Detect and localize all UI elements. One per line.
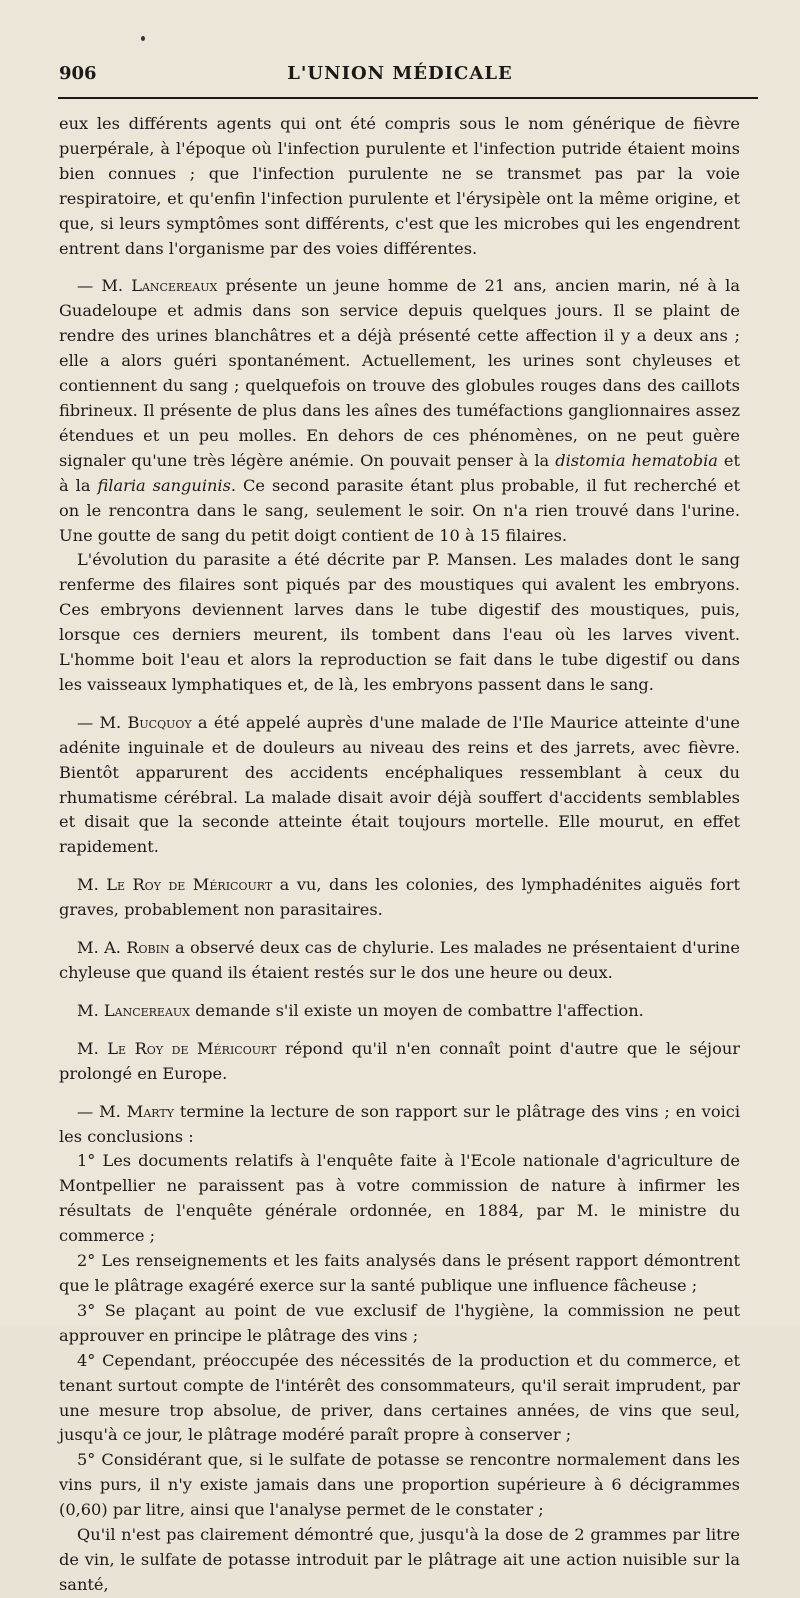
speaker-name: — M. Lancereaux — [77, 276, 218, 296]
speaker-name: Lancereaux — [103, 1000, 190, 1020]
speaker-name: — M. Bucquoy — [77, 712, 192, 732]
paragraph: M. Lancereaux demande s'il existe un moyen de combattre l'affection. — [77, 1000, 644, 1020]
running-header: L'UNION MÉDICALE — [287, 63, 513, 84]
paragraph: L'évolution du parasite a été décrite par P. Mansen. Les malades dont le sang renferme des filaires sont piqués par des moustiques qui avalent les embryons. Ces embryons deviennent larves dans le tube digestif des moustiques, puis, lorsque ces derniers meurent, ils tombent dans l'eau où les larves vivent. L'homme boit l'eau et alors la reproduction se fait dans le tube digestif ou dans les vaisseaux lymphatiques et, de là, les embryons passent dans le sang. — [59, 550, 740, 694]
paragraph: M. Le Roy de Méricourt a vu, dans les colonies, des lymphadénites aiguës fort graves, probablement non parasitaires. — [59, 875, 740, 920]
paragraph: M. Le Roy de Méricourt répond qu'il n'en connaît point d'autre que le séjour prolongé en Europe. — [59, 1038, 740, 1083]
speaker-name: Robin — [126, 938, 170, 958]
conclusion-item: 5° Considérant que, si le sulfate de potasse se rencontre normalement dans les vins purs, il n'y existe jamais dans une proportion supérieure à 6 décigrammes (0,60) par litre, ainsi que l'analyse permet de le constater ; — [59, 1450, 740, 1520]
speaker-name: — M. Marty — [77, 1101, 174, 1121]
printing-speck — [141, 36, 145, 41]
conclusion-item: 4° Cependant, préoccupée des nécessités de la production et du commerce, et tenant surtout compte de l'intérêt des consommateurs, qu'il serait imprudent, par une mesure trop absolue, de priver, dans certaines années, de vins que seul, jusqu'à ce jour, le plâtrage modéré paraît propre à conserver ; — [59, 1350, 740, 1445]
header-rule — [58, 97, 758, 99]
speaker-name: Le Roy de Méricourt — [106, 875, 273, 895]
conclusion-item: 2° Les renseignements et les faits analysés dans le présent rapport démontrent que le plâtrage exagéré exerce sur la santé publique une influence fâcheuse ; — [59, 1251, 740, 1295]
italic-term: filaria sanguinis — [97, 475, 231, 495]
paragraph: eux les différents agents qui ont été compris sous le nom générique de fièvre puerpérale, à l'époque où l'infection purulente et l'infection putride étaient moins bien connues ; que l'infection purulente ne se transmet pas par la voie respiratoire, et qu'enfin l'infection purulente et l'érysipèle ont la même origine, et que, si leurs symptômes sont différents, c'est que les microbes qui les engendrent entrent dans l'organisme par des voies différentes. — [59, 114, 740, 258]
paragraph: — M. Lancereaux présente un jeune homme de 21 ans, ancien marin, né à la Guadeloupe et admis dans son service depuis quelques jours. Il se plaint de rendre des urines blanchâtres et a déjà présenté cette affection il y a deux ans ; elle a alors guéri spontanément. Actuellement, les urines sont chyleuses et contiennent du sang ; quelquefois on trouve des globules rouges dans des caillots fibrineux. Il présente de plus dans les aînes des tuméfactions ganglionnaires assez étendues et un peu molles. En dehors de ces phénomènes, on ne peut guère signaler qu'une très légère anémie. On pouvait penser à la distomia hematobia et à la filaria sanguinis. Ce second parasite étant plus probable, il fut recherché et on le rencontra dans le sang, seulement le soir. On n'a rien trouvé dans l'urine. Une goutte de sang du petit doigt contient de 10 à 15 filaires. — [59, 276, 740, 545]
body-text — [59, 112, 740, 1598]
conclusion-item: 1° Les documents relatifs à l'enquête faite à l'Ecole nationale d'agriculture de Montpellier ne paraissent pas à votre commission de nature à infirmer les résultats de l'enquête générale ordonnée, en 1884, par M. le ministre du commerce ; — [59, 1151, 740, 1246]
italic-term: distomia hematobia — [555, 450, 718, 470]
page-number: 906 — [59, 63, 97, 84]
conclusion-item: Qu'il n'est pas clairement démontré que, jusqu'à la dose de 2 grammes par litre de vin, le sulfate de potasse introduit par le plâtrage ait une action nuisible sur la santé, — [59, 1525, 740, 1594]
paragraph: — M. Marty termine la lecture de son rapport sur le plâtrage des vins ; en voici les conclusions : — [59, 1101, 740, 1146]
speaker-name: Le Roy de Méricourt — [107, 1038, 277, 1058]
conclusion-item: 3° Se plaçant au point de vue exclusif de l'hygiène, la commission ne peut approuver en principe le plâtrage des vins ; — [59, 1300, 740, 1345]
paragraph: M. A. Robin a observé deux cas de chylurie. Les malades ne présentaient d'urine chyleuse que quand ils étaient restés sur le dos une heure ou deux. — [59, 938, 740, 982]
paragraph: — M. Bucquoy a été appelé auprès d'une malade de l'Ile Maurice atteinte d'une adénite inguinale et de douleurs au niveau des reins et des jarrets, avec fièvre. Bientôt apparurent des accidents encéphaliques ressemblant à ceux du rhumatisme cérébral. La malade disait avoir déjà souffert d'accidents semblables et disait que la seconde atteinte était toujours mortelle. Elle mourut, en effet rapidement. — [59, 712, 740, 857]
